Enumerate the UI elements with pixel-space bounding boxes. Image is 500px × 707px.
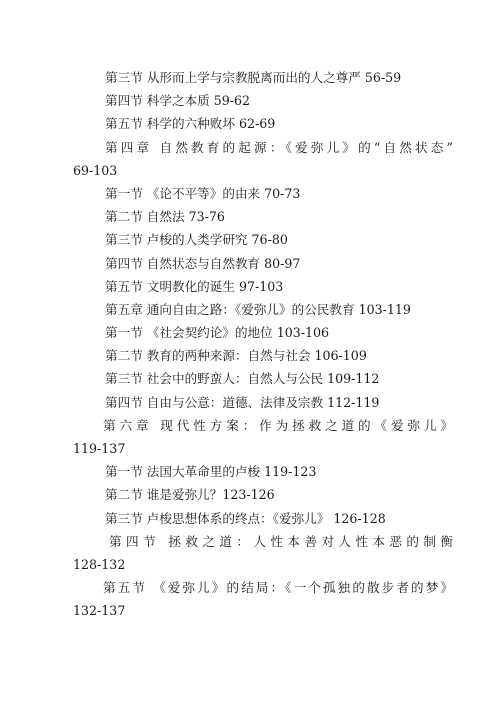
toc-line: 第三节 卢梭思想体系的终点：《爱弥儿》 126-128 (105, 510, 386, 526)
toc-line: 69-103 (73, 162, 118, 178)
toc-line: 第一节 法国大革命里的卢梭 119-123 (105, 464, 317, 480)
table-of-contents (73, 66, 453, 623)
toc-line: 第四节 自由与公意：道德、法律及宗教 112-119 (105, 394, 380, 410)
toc-line: 第二节 自然法 73-76 (105, 209, 225, 225)
toc-line: 132-137 (73, 603, 126, 619)
toc-line: 第五节 科学的六种败坏 62-69 (105, 116, 276, 132)
toc-line: 第四节 科学之本质 59-62 (105, 93, 251, 109)
toc-line: 第三节 从形而上学与宗教脱离而出的人之尊严 56-59 (105, 70, 402, 85)
toc-line: 第一节 《社会契约论》的地位 103-106 (105, 325, 330, 341)
toc-line: 第四节 拯救之道：人性本善对人性本恶的制衡 (109, 533, 453, 549)
toc-line: 第二节 谁是爱弥儿？123-126 (105, 487, 275, 503)
toc-line: 第五节 《爱弥儿》的结局：《一个孤独的散步者的梦》 (103, 580, 453, 596)
toc-line: 第四章 自然教育的起源：《爱弥儿》的“自然状态” (105, 139, 453, 155)
toc-line: 第四节 自然状态与自然教育 80-97 (105, 255, 301, 271)
toc-line: 第五章 通向自由之路：《爱弥儿》的公民教育 103-119 (105, 301, 411, 317)
toc-line: 第六章 现代性方案：作为拯救之道的《爱弥儿》 (103, 417, 453, 433)
toc-line: 第五节 文明教化的诞生 97-103 (105, 278, 284, 294)
toc-line: 128-132 (73, 556, 126, 572)
toc-line: 第二节 教育的两种来源：自然与社会 106-109 (105, 348, 367, 364)
toc-line: 119-137 (73, 441, 126, 456)
toc-line: 第三节 卢梭的人类学研究 76-80 (105, 232, 288, 248)
toc-line: 第一节 《论不平等》的由来 70-73 (105, 185, 301, 201)
toc-line: 第三节 社会中的野蛮人：自然人与公民 109-112 (105, 371, 380, 387)
